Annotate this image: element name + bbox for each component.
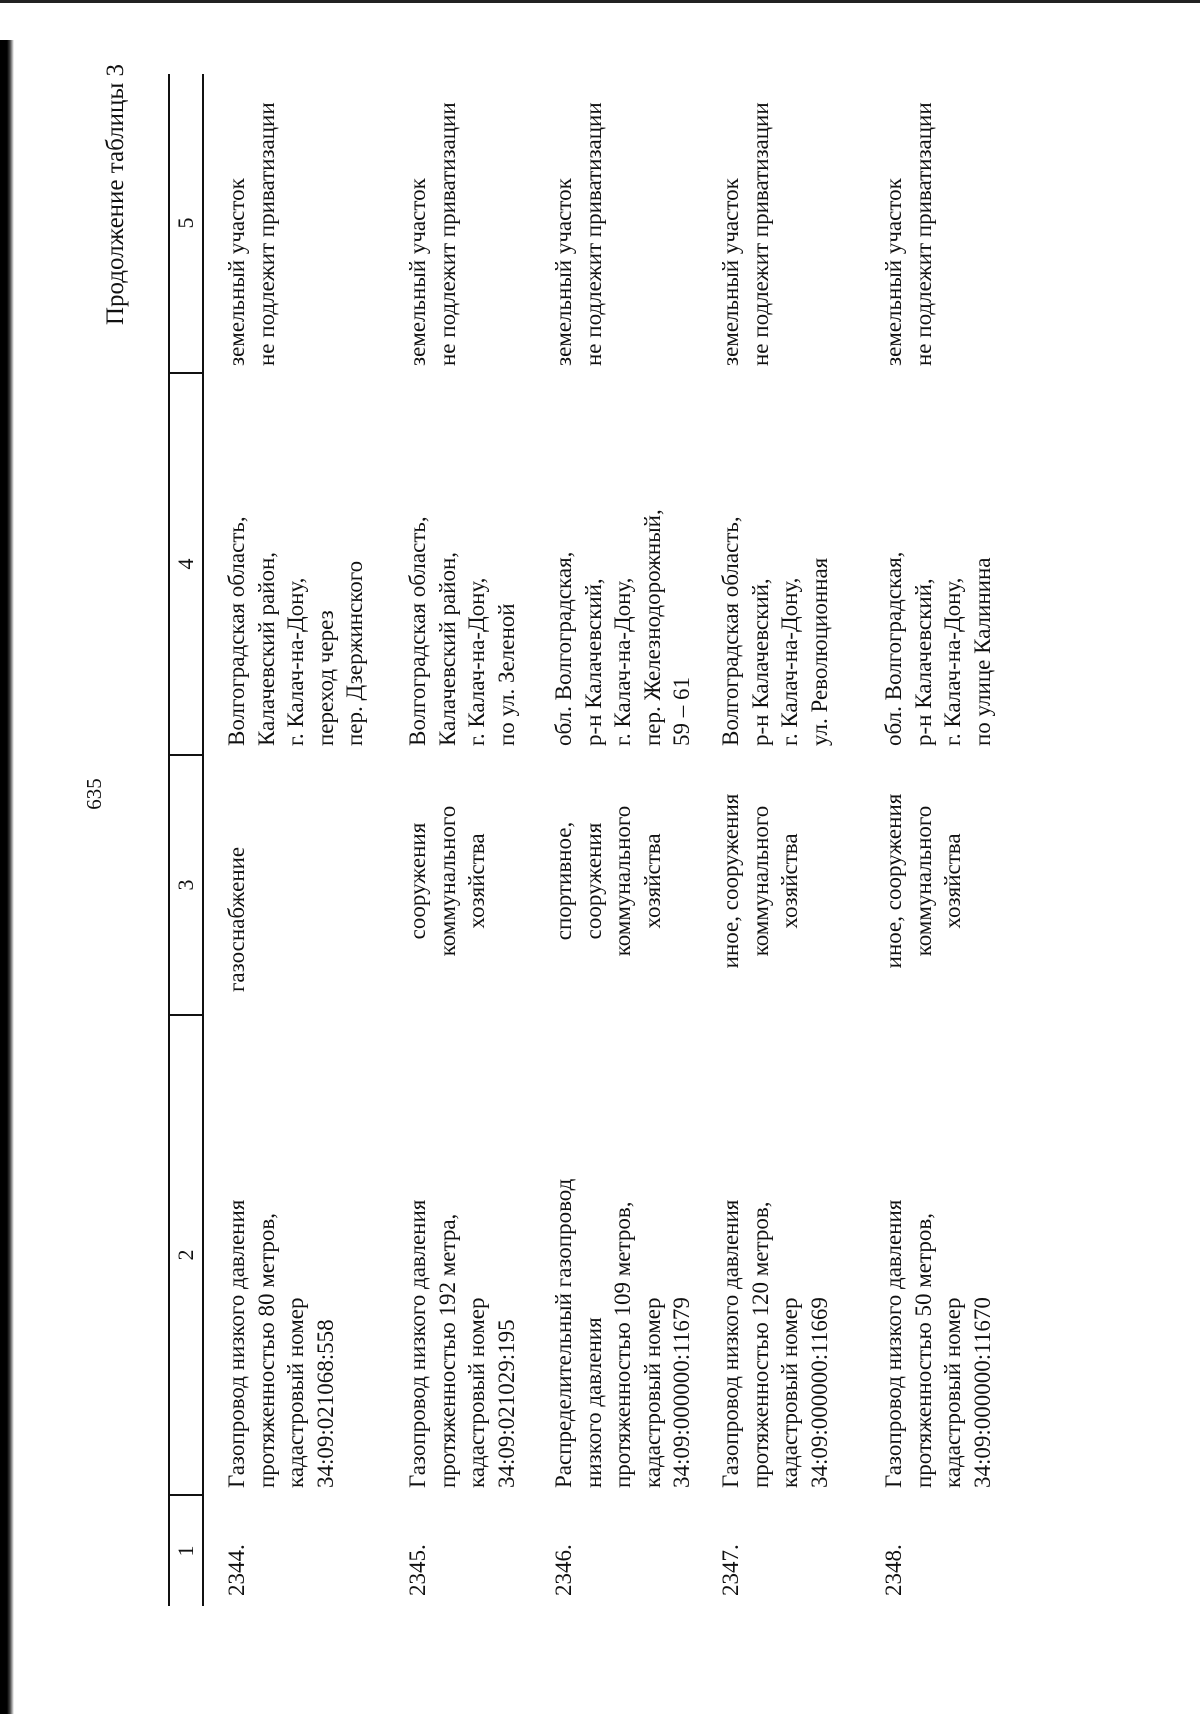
object-address-line: 59 – 61 — [669, 677, 694, 746]
object-description — [549, 1048, 697, 1488]
object-address-line: обл. Волгоградская, — [551, 551, 576, 746]
object-description-line: Газопровод низкого давления — [405, 1199, 430, 1488]
object-description-line: 34:09:021029:195 — [493, 1319, 519, 1488]
object-description — [222, 1048, 340, 1488]
object-purpose-line: хозяйства — [940, 833, 965, 929]
object-description-line: кадастровый номер — [639, 1297, 665, 1488]
object-description — [403, 1048, 521, 1488]
object-description-line: кадастровый номер — [464, 1297, 489, 1488]
object-description-line: протяженностью 109 метров, — [610, 1201, 635, 1488]
object-purpose-line: хозяйства — [777, 833, 802, 929]
table-header-rule — [202, 74, 204, 1606]
object-address-line: пер. Дзержинского — [342, 560, 367, 746]
object-description-line: Распределительный газопровод — [551, 1178, 576, 1488]
row-number: 2344. — [224, 1544, 249, 1596]
object-purpose — [716, 766, 805, 996]
column-header-4: 4 — [173, 558, 198, 570]
object-purpose — [549, 766, 667, 996]
object-address-line: переход через — [312, 610, 338, 746]
object-address — [879, 376, 997, 746]
property-table — [168, 74, 1200, 1606]
object-address — [403, 376, 521, 746]
object-address-line: по ул. Зеленой — [493, 603, 519, 746]
object-address-line: г. Калач-на-Дону, — [940, 577, 965, 746]
land-note — [879, 76, 938, 366]
object-description — [879, 1048, 997, 1488]
land-note-line: земельный участок — [224, 178, 249, 366]
object-purpose-line: коммунального — [610, 805, 635, 957]
object-description-line: 34:09:021068:558 — [312, 1319, 338, 1488]
object-description-line: протяженностью 80 метров, — [253, 1213, 279, 1488]
object-description-line: протяженностью 50 метров, — [910, 1213, 936, 1488]
object-purpose — [222, 762, 252, 992]
object-address-line: Волгоградская область, — [405, 516, 430, 746]
column-header-5: 5 — [173, 217, 198, 229]
row-number: 2348. — [881, 1544, 906, 1596]
page-number: 635 — [82, 778, 106, 810]
object-address-line: г. Калач-на-Дону, — [777, 577, 802, 746]
object-purpose-line: иное, сооружения — [718, 793, 743, 969]
land-note-line: не подлежит приватизации — [747, 102, 773, 366]
object-address-line: пер. Железнодорожный, — [639, 509, 665, 746]
object-address — [716, 376, 834, 746]
object-purpose-line: сооружения — [405, 822, 430, 940]
object-address-line: Калачевский район, — [434, 551, 460, 746]
land-note — [222, 76, 281, 366]
object-address — [222, 376, 370, 746]
land-note-line: земельный участок — [405, 178, 430, 366]
object-description-line: Газопровод низкого давления — [881, 1199, 906, 1488]
object-purpose-line: коммунального — [910, 805, 936, 957]
land-note — [549, 76, 608, 366]
object-purpose — [403, 766, 492, 996]
object-description-line: кадастровый номер — [940, 1297, 965, 1488]
object-description-line: протяженностью 120 метров, — [747, 1201, 773, 1488]
land-note-line: не подлежит приватизации — [434, 102, 460, 366]
object-purpose-line: хозяйства — [639, 833, 665, 929]
object-purpose-line: коммунального — [747, 805, 773, 957]
object-address-line: р-н Калачевский, — [910, 578, 936, 746]
object-address-line: обл. Волгоградская, — [881, 551, 906, 746]
land-note — [403, 76, 462, 366]
land-note-line: не подлежит приватизации — [580, 102, 606, 366]
object-purpose-line: газоснабжение — [224, 846, 249, 992]
object-address-line: по улице Калинина — [969, 557, 995, 746]
object-address-line: р-н Калачевский, — [580, 578, 606, 746]
object-address — [549, 376, 697, 746]
object-description-line: низкого давления — [580, 1317, 606, 1488]
object-address-line: Волгоградская область, — [718, 516, 743, 746]
object-description-line: 34:09:000000:11669 — [806, 1297, 832, 1488]
row-number: 2347. — [718, 1544, 743, 1596]
land-note-line: не подлежит приватизации — [910, 102, 936, 366]
object-description-line: 34:09:000000:11670 — [969, 1297, 995, 1488]
object-address-line: Волгоградская область, — [224, 516, 249, 746]
object-purpose-line: сооружения — [580, 822, 606, 940]
object-description-line: кадастровый номер — [777, 1297, 802, 1488]
land-note-line: не подлежит приватизации — [253, 102, 279, 366]
object-address-line: г. Калач-на-Дону, — [610, 577, 635, 746]
row-number: 2345. — [405, 1544, 430, 1596]
object-address-line: Калачевский район, — [253, 551, 279, 746]
object-address-line: ул. Революционная — [806, 557, 832, 746]
column-header-3: 3 — [173, 879, 198, 891]
column-header-1: 1 — [173, 1545, 198, 1557]
object-description — [716, 1048, 834, 1488]
land-note — [716, 76, 775, 366]
object-address-line: г. Калач-на-Дону, — [283, 577, 308, 746]
land-note-line: земельный участок — [718, 178, 743, 366]
object-purpose-line: хозяйства — [464, 833, 489, 929]
object-address-line: г. Калач-на-Дону, — [464, 577, 489, 746]
object-purpose — [879, 766, 968, 996]
object-description-line: 34:09:000000:11679 — [669, 1297, 694, 1488]
object-description-line: протяженностью 192 метра, — [434, 1213, 460, 1488]
object-address-line: р-н Калачевский, — [747, 578, 773, 746]
row-number: 2346. — [551, 1544, 576, 1596]
object-purpose-line: коммунального — [434, 805, 460, 957]
object-description-line: кадастровый номер — [283, 1297, 308, 1488]
object-purpose-line: спортивное, — [551, 821, 576, 941]
object-description-line: Газопровод низкого давления — [224, 1199, 249, 1488]
land-note-line: земельный участок — [881, 178, 906, 366]
object-purpose-line: иное, сооружения — [881, 793, 906, 969]
land-note-line: земельный участок — [551, 178, 576, 366]
object-description-line: Газопровод низкого давления — [718, 1199, 743, 1488]
table-caption: Продолжение таблицы 3 — [102, 64, 129, 326]
column-header-2: 2 — [173, 1249, 198, 1261]
